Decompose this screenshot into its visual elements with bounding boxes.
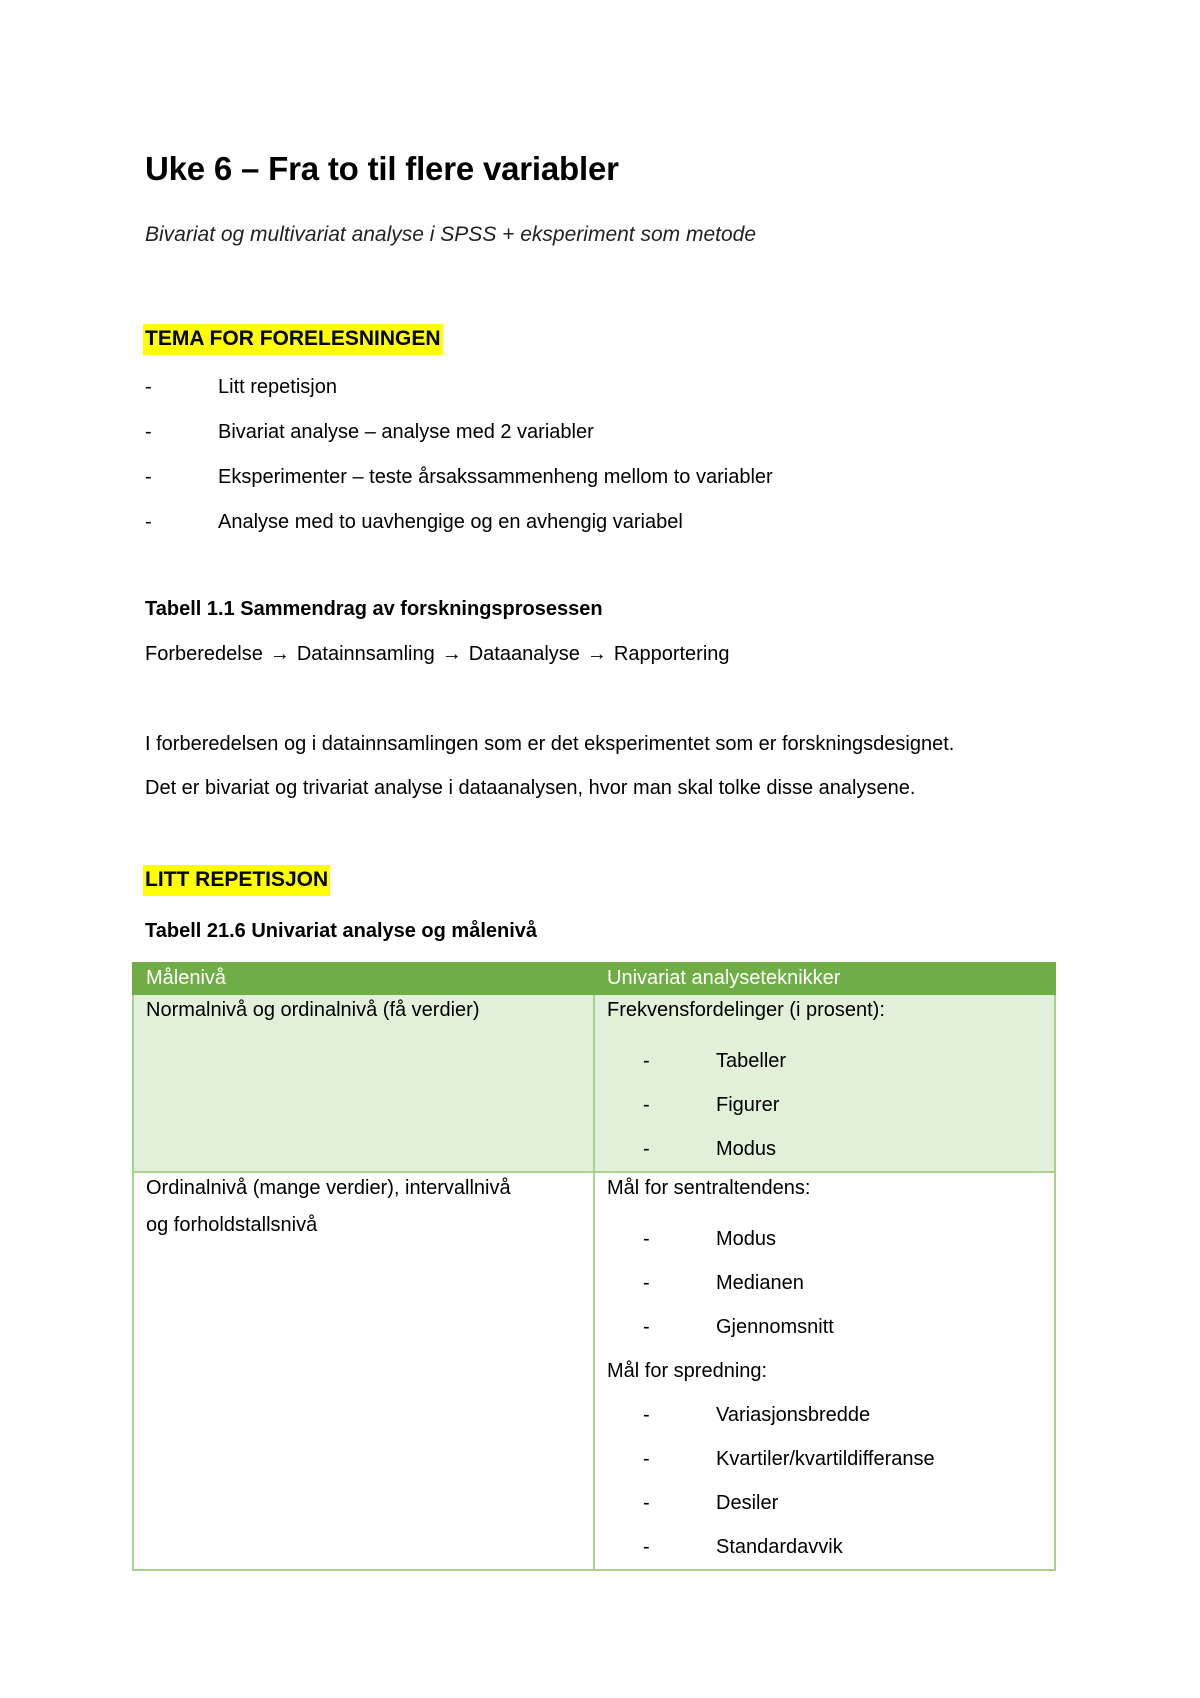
group-label: Mål for sentraltendens: <box>607 1177 811 1199</box>
list-item-text: Bivariat analyse – analyse med 2 variabler <box>218 421 594 443</box>
list-item <box>607 1039 1042 1083</box>
list-item-text: Analyse med to uavhengige og en avhengig variabel <box>218 511 683 533</box>
arrow-right-icon: → <box>269 643 290 665</box>
list-item <box>145 372 773 417</box>
list-item-text: Standardavvik <box>716 1536 843 1558</box>
process-step: Dataanalyse <box>468 643 580 665</box>
list-item-text: Variasjonsbredde <box>716 1404 871 1426</box>
process-step: Rapportering <box>613 643 730 665</box>
tema-bullet-list <box>145 372 773 552</box>
dash-bullet: - <box>643 1316 650 1338</box>
list-item-text: Eksperimenter – teste årsakssammenheng mellom to variabler <box>218 466 773 488</box>
list-item <box>145 462 773 507</box>
highlighted-heading: LITT REPETISJON <box>143 865 330 896</box>
univariat-table <box>132 962 1056 1571</box>
dash-bullet: - <box>643 1228 650 1250</box>
dash-bullet: - <box>145 376 152 398</box>
dash-bullet: - <box>643 1404 650 1426</box>
list-item <box>607 1083 1042 1127</box>
page-subtitle: Bivariat og multivariat analyse i SPSS + eksperiment som metode <box>145 223 757 246</box>
group-label: Mål for spredning: <box>607 1360 768 1382</box>
dash-bullet: - <box>643 1492 650 1514</box>
list-item <box>607 1261 1042 1305</box>
list-item <box>607 1305 1042 1349</box>
paragraph: I forberedelsen og i datainnsamlingen som er det eksperimentet som er forskningsdesignet. <box>145 733 955 755</box>
process-flow <box>145 643 730 666</box>
dash-bullet: - <box>643 1094 650 1116</box>
list-item-text: Modus <box>716 1228 777 1250</box>
paragraph: Det er bivariat og trivariat analyse i dataanalysen, hvor man skal tolke disse analysene. <box>145 777 916 799</box>
dash-bullet: - <box>643 1536 650 1558</box>
list-item-text: Medianen <box>716 1272 804 1294</box>
table-row <box>133 994 1055 1172</box>
dash-bullet: - <box>145 511 152 533</box>
column-header: Målenivå <box>133 963 594 994</box>
table-header-row <box>133 963 1055 994</box>
list-item <box>145 507 773 552</box>
column-header: Univariat analyseteknikker <box>594 963 1055 994</box>
group-label: Frekvensfordelinger (i prosent): <box>607 999 885 1021</box>
dash-bullet: - <box>643 1138 650 1160</box>
list-item <box>607 1525 1042 1569</box>
cell-text: Normalnivå og ordinalnivå (få verdier) <box>146 999 480 1021</box>
list-item-text: Figurer <box>716 1094 780 1116</box>
table-caption-2: Tabell 21.6 Univariat analyse og målenivå <box>145 920 538 942</box>
arrow-right-icon: → <box>586 643 607 665</box>
highlighted-heading: TEMA FOR FORELESNINGEN <box>143 324 443 355</box>
dash-bullet: - <box>643 1448 650 1470</box>
table-cell <box>133 994 594 1172</box>
list-item <box>145 417 773 462</box>
process-step: Forberedelse <box>145 643 263 665</box>
list-item-text: Gjennomsnitt <box>716 1316 834 1338</box>
section-heading-tema <box>143 327 443 351</box>
cell-text: og forholdstallsnivå <box>146 1214 318 1236</box>
list-item <box>607 1437 1042 1481</box>
list-item-text: Litt repetisjon <box>218 376 337 398</box>
dash-bullet: - <box>145 466 152 488</box>
table-cell <box>133 1172 594 1570</box>
list-item <box>607 1127 1042 1171</box>
dash-bullet: - <box>643 1272 650 1294</box>
page-title: Uke 6 – Fra to til flere variabler <box>145 150 619 187</box>
section-heading-repetisjon <box>143 868 330 892</box>
dash-bullet: - <box>643 1050 650 1072</box>
table-row <box>133 1172 1055 1570</box>
list-item <box>607 1393 1042 1437</box>
table-caption-1: Tabell 1.1 Sammendrag av forskningsprosessen <box>145 598 603 620</box>
table-cell <box>594 994 1055 1172</box>
list-item <box>607 1481 1042 1525</box>
process-step: Datainnsamling <box>296 643 435 665</box>
table-cell <box>594 1172 1055 1570</box>
list-item-text: Kvartiler/kvartildifferanse <box>716 1448 935 1470</box>
arrow-right-icon: → <box>441 643 462 665</box>
list-item-text: Modus <box>716 1138 777 1160</box>
list-item-text: Tabeller <box>716 1050 787 1072</box>
cell-text: Ordinalnivå (mange verdier), intervallnivå <box>146 1177 511 1199</box>
list-item-text: Desiler <box>716 1492 779 1514</box>
dash-bullet: - <box>145 421 152 443</box>
list-item <box>607 1217 1042 1261</box>
